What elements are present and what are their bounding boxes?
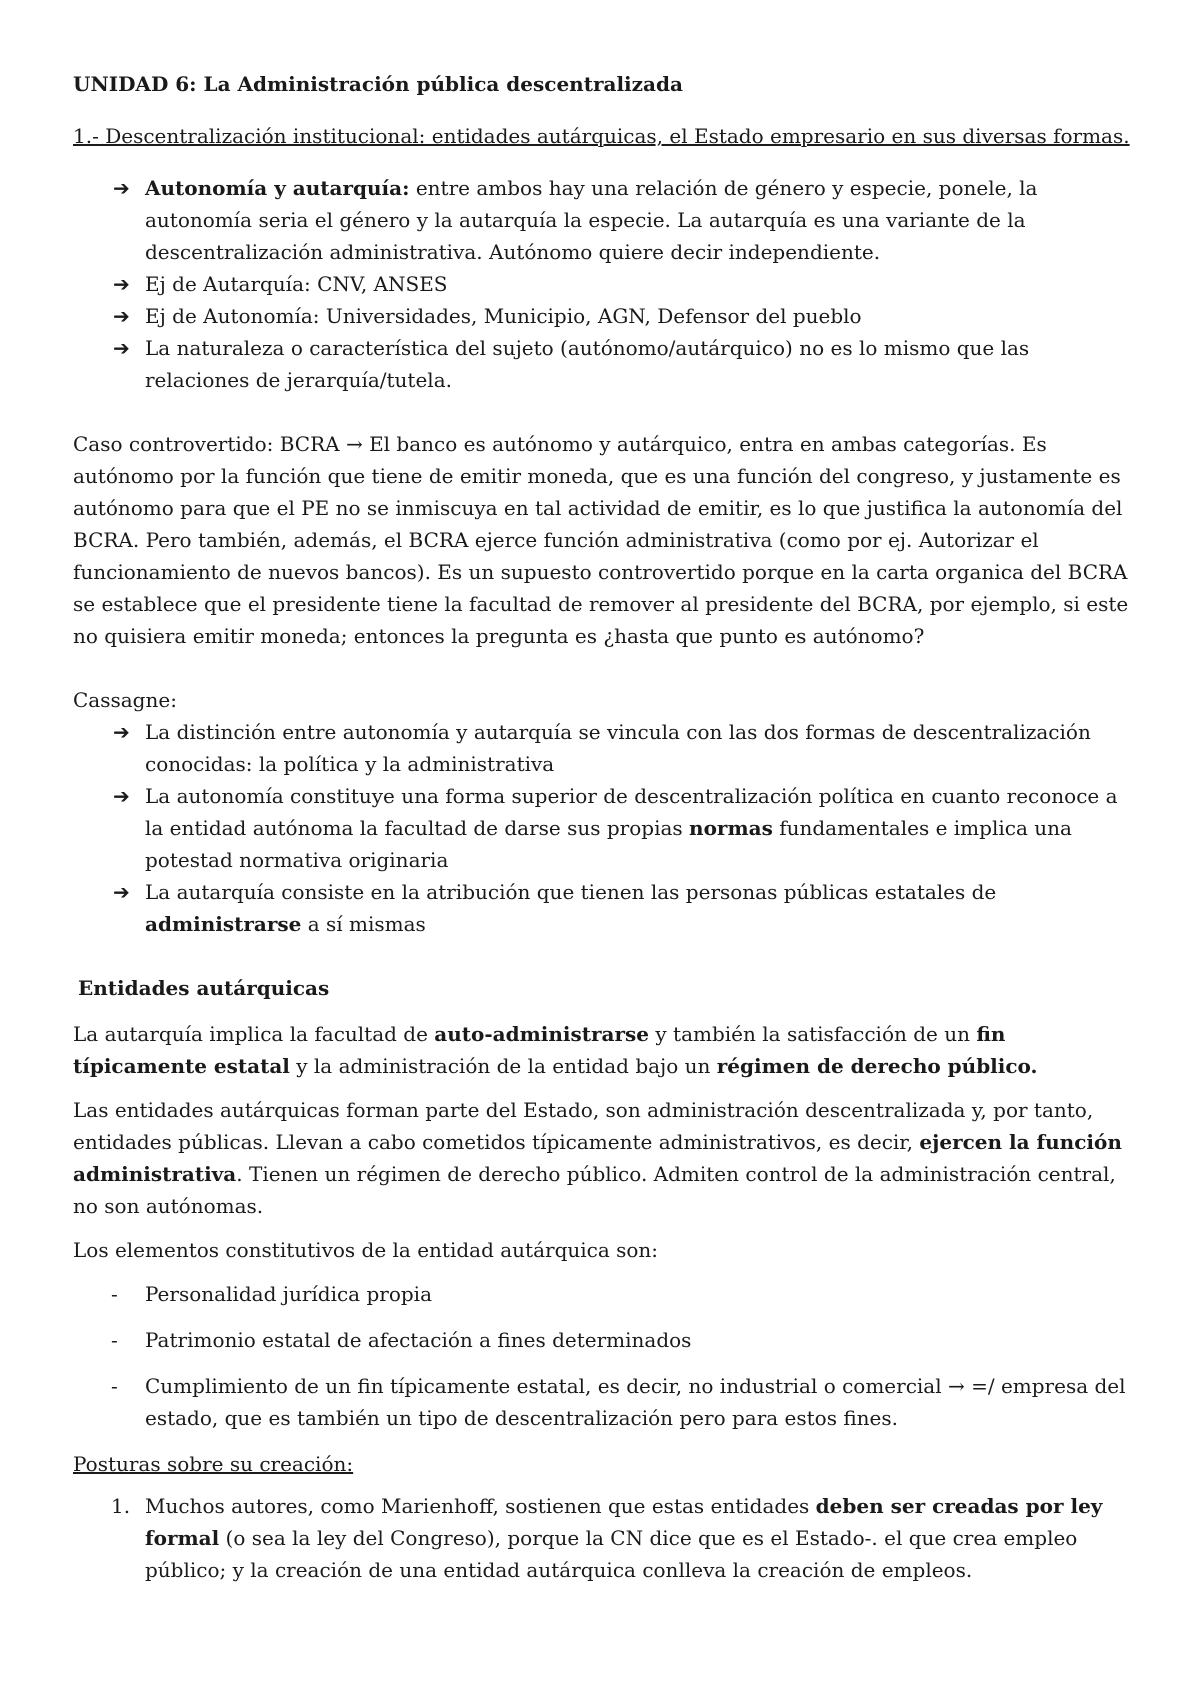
- arrow-icon: ➔: [113, 336, 130, 360]
- autarquia-paragraph: [73, 1018, 1133, 1082]
- text-run: . Tienen un régimen de derecho público. Admiten control de la administración central, no son autónomas.: [73, 1162, 1116, 1218]
- elementos-list: [73, 1278, 1133, 1434]
- list-item: [73, 172, 1133, 268]
- list-item: [73, 876, 1133, 940]
- arrow-icon: ➔: [113, 720, 130, 744]
- cassagne-label: Cassagne:: [73, 688, 177, 712]
- item-text: Ej de Autonomía: Universidades, Municipio, AGN, Defensor del pueblo: [145, 304, 862, 328]
- item-text: Personalidad jurídica propia: [145, 1282, 432, 1306]
- arrow-icon: ➔: [113, 880, 130, 904]
- entidades-paragraph: [73, 1094, 1133, 1222]
- bold-term: auto-administrarse: [434, 1022, 650, 1046]
- list-item: [73, 716, 1133, 780]
- text-run: La autarquía implica la facultad de: [73, 1022, 435, 1046]
- list-item: [73, 300, 1133, 332]
- list-item: [73, 1370, 1133, 1434]
- item-text: Cumplimiento de un fin típicamente estatal, es decir, no industrial o comercial → =/ empresa del estado, que es también un tipo de descentralización pero para estos fines.: [145, 1374, 1126, 1430]
- arrow-icon: ➔: [113, 272, 130, 296]
- posturas-heading: Posturas sobre su creación:: [73, 1452, 354, 1476]
- document-title: UNIDAD 6: La Administración pública descentralizada: [73, 72, 683, 96]
- item-text: Muchos autores, como Marienhoff, sostienen que estas entidades: [145, 1494, 816, 1518]
- caso-controvertido-paragraph: Caso controvertido: BCRA → El banco es autónomo y autárquico, entra en ambas categorías. Es autónomo por la función que tiene de emitir moneda, que es una función del congreso, y justamente es autónomo para que el PE no se inmiscuya en tal actividad de emitir, es lo que justifica la autonomía del BCRA. Pero también, además, el BCRA ejerce función administrativa (como por ej. Autorizar el funcionamiento de nuevos bancos). Es un supuesto controvertido porque en la carta organica del BCRA se establece que el presidente tiene la facultad de remover al presidente del BCRA, por ejemplo, si este no quisiera emitir moneda; entonces la pregunta es ¿hasta que punto es autónomo?: [73, 432, 1129, 648]
- document-page: [73, 68, 1133, 1586]
- bold-term: normas: [689, 816, 773, 840]
- list-item: [73, 268, 1133, 300]
- list-item: [73, 332, 1133, 396]
- item-text: La autonomía constituye una forma superior de descentralización política en cuanto reconoce a la entidad autónoma la facultad de darse sus propias: [145, 784, 1118, 840]
- arrow-icon: ➔: [113, 784, 130, 808]
- bold-term: Autonomía y autarquía:: [145, 176, 410, 200]
- item-text: Ej de Autarquía: CNV, ANSES: [145, 272, 448, 296]
- arrow-icon: ➔: [113, 176, 130, 200]
- item-text: (o sea la ley del Congreso), porque la CN dice que es el Estado-. el que crea empleo público; y la creación de una entidad autárquica conlleva la creación de empleos.: [145, 1526, 1078, 1582]
- posturas-list: [73, 1490, 1133, 1586]
- text-run: y también la satisfacción de un: [649, 1022, 977, 1046]
- bold-term: deben ser creadas por ley formal: [145, 1494, 1103, 1550]
- elementos-intro: Los elementos constitutivos de la entidad autárquica son:: [73, 1238, 659, 1262]
- list-item: [73, 1324, 1133, 1356]
- list-item: [73, 1490, 1133, 1586]
- arrow-icon: ➔: [113, 304, 130, 328]
- dash-marker: -: [111, 1282, 118, 1306]
- item-text: La autarquía consiste en la atribución que tienen las personas públicas estatales de: [145, 880, 997, 904]
- item-text: entre ambos hay una relación de género y especie, ponele, la autonomía seria el género y la autarquía la especie. La autarquía es una variante de la descentralización administrativa. Autónomo quiere decir independiente.: [145, 176, 1038, 264]
- text-run: Las entidades autárquicas forman parte del Estado, son administración descentralizada y, por tanto, entidades públicas. Llevan a cabo cometidos típicamente administrativos, es decir,: [73, 1098, 1094, 1154]
- item-text: La distinción entre autonomía y autarquía se vincula con las dos formas de descentralización conocidas: la política y la administrativa: [145, 720, 1091, 776]
- item-text: Patrimonio estatal de afectación a fines determinados: [145, 1328, 692, 1352]
- autonomia-bullet-list: [73, 172, 1133, 396]
- bold-term: administrarse: [145, 912, 302, 936]
- item-text: a sí mismas: [301, 912, 426, 936]
- bold-term: fin típicamente estatal: [73, 1022, 1006, 1078]
- section-heading-descentralizacion: 1.- Descentralización institucional: entidades autárquicas, el Estado empresario en sus diversas formas.: [73, 124, 1130, 148]
- bold-term: régimen de derecho público.: [716, 1054, 1038, 1078]
- number-marker: 1.: [111, 1494, 131, 1518]
- dash-marker: -: [111, 1374, 118, 1398]
- list-item: [73, 1278, 1133, 1310]
- list-item: [73, 780, 1133, 876]
- text-run: y la administración de la entidad bajo un: [289, 1054, 717, 1078]
- item-text: La naturaleza o característica del sujeto (autónomo/autárquico) no es lo mismo que las relaciones de jerarquía/tutela.: [145, 336, 1030, 392]
- entidades-heading: Entidades autárquicas: [78, 976, 330, 1000]
- cassagne-bullet-list: [73, 716, 1133, 940]
- item-text: fundamentales e implica una potestad normativa originaria: [145, 816, 1072, 872]
- dash-marker: -: [111, 1328, 118, 1352]
- bold-term: ejercen la función administrativa: [73, 1130, 1122, 1186]
